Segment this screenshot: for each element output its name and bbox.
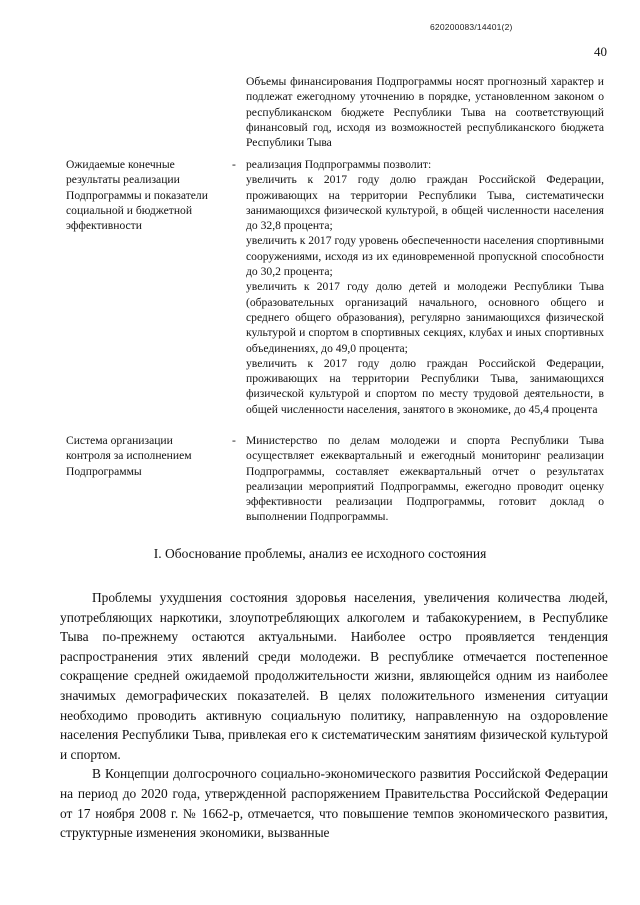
body-text bbox=[60, 588, 608, 843]
result-line: увеличить к 2017 году уровень обеспеченности населения спортивными сооружениями, исходя из их единовременной пропускной способности до 30,2 процента; bbox=[246, 234, 604, 279]
expected-results-label: Ожидаемые конечные результаты реализации Подпрограммы и показатели социальной и бюджетной эффективности bbox=[66, 158, 208, 233]
body-paragraph: В Концепции долгосрочного социально-экономического развития Российской Федерации на период до 2020 года, утвержденной распоряжением Правительства Российской Федерации от 17 ноября 2008 г. № 1662-р, отмечается, что повышение темпов экономического развития, структурные изменения экономики, вызванные bbox=[60, 766, 608, 841]
control-system-label: Система организации контроля за исполнением Подпрограммы bbox=[66, 434, 192, 478]
result-line: реализация Подпрограммы позволит: bbox=[246, 158, 432, 171]
result-line: увеличить к 2017 году долю детей и молодежи Республики Тыва (образовательных организаций начального, основного общего и среднего общего образования), регулярно занимающихся физической культурой и спортом в спортивных секциях, клубах и иных спортивных объединениях, до 49,0 процента; bbox=[246, 280, 604, 355]
row-dash: - bbox=[232, 434, 236, 447]
body-paragraph: Проблемы ухудшения состояния здоровья населения, увеличения количества людей, употребляющих наркотики, злоупотребляющих алкоголем и табакокурением, в Республике Тыва по-прежнему остаются актуальными. Наиболее остро проявляется тенденция распространения этих явлений среди молодежи. В республике отмечается постепенное сокращение средней ожидаемой продолжительности жизни, являющейся одним из наиболее значимых демографических показателей. В целях положительного изменения ситуации необходимо проводить активную социальную политику, направленную на оздоровление населения Республики Тыва, привлекая его к систематическим занятиям физической культурой и спортом. bbox=[60, 590, 608, 762]
section-heading: I. Обоснование проблемы, анализ ее исходного состояния bbox=[153, 546, 487, 561]
control-system-value bbox=[246, 433, 604, 525]
row-dash: - bbox=[232, 158, 236, 171]
page-number: 40 bbox=[594, 44, 607, 59]
result-line: увеличить к 2017 году долю граждан Российской Федерации, проживающих на территории Республики Тыва, систематически занимающихся физической культурой, в общей численности населения до 32,8 процента; bbox=[246, 173, 604, 233]
document-id: 620200083/14401(2) bbox=[430, 22, 513, 32]
expected-results-value bbox=[246, 157, 604, 417]
control-line: Министерство по делам молодежи и спорта Республики Тыва осуществляет ежеквартальный и ежегодный мониторинг реализации Подпрограммы, составляет ежеквартальный отчет о результатах реализации мероприятий Подпрограммы, ежегодно проводит оценку эффективности реализации Подпрограммы, готовит доклад о выполнении Подпрограммы. bbox=[246, 434, 604, 524]
result-line: увеличить к 2017 году долю граждан Российской Федерации, проживающих на территории Республики Тыва, занимающихся физической культурой и спортом по месту трудовой деятельности, в общей численности населения, занятого в экономике, до 45,4 процента bbox=[246, 356, 604, 416]
funding-note: Объемы финансирования Подпрограммы носят прогнозный характер и подлежат ежегодному уточнению в порядке, установленном законом о республиканском бюджете Республики Тыва на соответствующий финансовый год, исходя из возможностей республиканского бюджета Республики Тыва bbox=[246, 75, 604, 150]
